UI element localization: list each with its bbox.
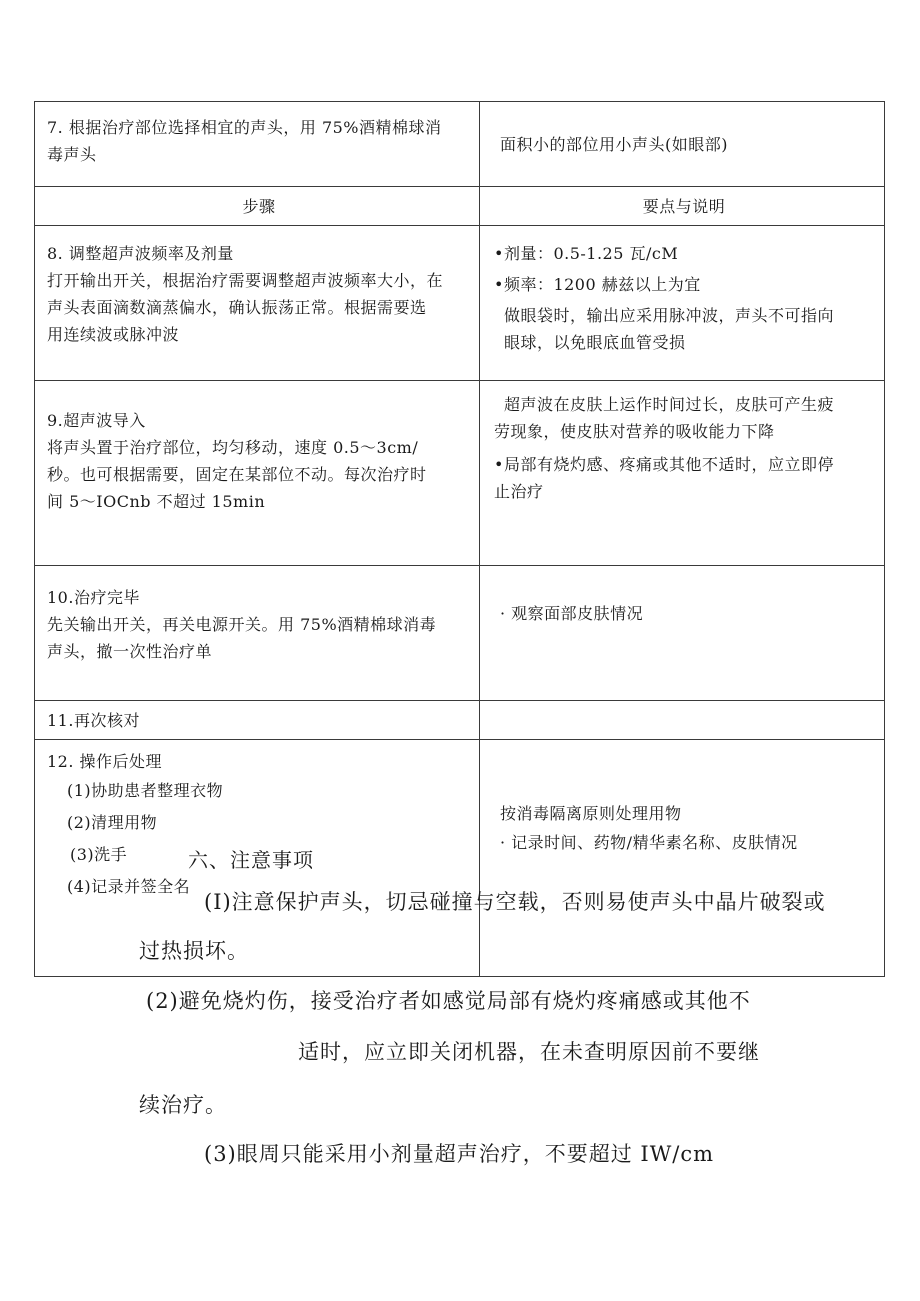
step-title: 9.超声波导入 [47,411,146,430]
note-item-2: (2)避免烧灼伤，接受治疗者如感觉局部有烧灼疼痛感或其他不 [146,989,751,1013]
table-row [35,102,885,187]
table-row [35,701,885,740]
step-text: 先关输出开关，再关电源开关。用 75%酒精棉球消毒 [47,615,437,634]
step-cell [35,701,480,740]
note-item-3: (3)眼周只能采用小剂量超声治疗，不要超过 IW/cm [204,1142,715,1166]
step-cell [35,226,480,381]
note-text: · 观察面部皮肤情况 [500,604,644,623]
step-text: 毒声头 [47,145,97,164]
note-item-1: (I)注意保护声头，切忌碰撞与空载，否则易使声头中晶片破裂或 [204,890,826,914]
section-heading: 六、注意事项 [188,848,314,872]
sub-step: (1)协助患者整理衣物 [67,781,224,800]
step-cell [35,381,480,566]
step-text: 声头，撤一次性治疗单 [47,642,213,661]
note-text: 面积小的部位用小声头(如眼部) [500,134,728,154]
note-text: 止治疗 [494,482,544,501]
note-text: 超声波在皮肤上运作时间过长，皮肤可产生疲 [504,395,835,414]
step-text: 秒。也可根据需要，固定在某部位不动。每次治疗时 [47,465,427,484]
step-text: 间 5～IOCnb 不超过 15min [47,492,266,511]
note-cell [480,566,885,701]
step-title: 10.治疗完毕 [47,588,140,607]
note-cell [480,102,885,187]
step-text: 打开输出开关，根据治疗需要调整超声波频率大小，在 [47,271,444,290]
sub-step: (4)记录并签全名 [67,877,191,896]
step-cell [35,102,480,187]
table-row [35,566,885,701]
table-header-row [35,187,885,226]
note-text: 眼球，以免眼底血管受损 [504,333,686,352]
note-item-2-cont: 适时，应立即关闭机器，在未查明原因前不要继 [298,1040,760,1064]
table-row [35,381,885,566]
note-item-2-cont: 续治疗。 [139,1093,227,1117]
step-title: 8. 调整超声波频率及剂量 [47,244,234,263]
sub-step: (2)清理用物 [67,813,158,832]
note-cell [480,226,885,381]
procedure-table [34,101,885,977]
step-text: 7. 根据治疗部位选择相宜的声头，用 75%酒精棉球消 [47,118,442,137]
header-notes: 要点与说明 [480,187,885,226]
sub-step: (3)洗手 [70,845,128,864]
note-text: 按消毒隔离原则处理用物 [500,804,682,823]
note-text: · 记录时间、药物/精华素名称、皮肤情况 [500,833,798,852]
note-text: 做眼袋时，输出应采用脉冲波，声头不可指向 [504,306,835,325]
step-text: 11.再次核对 [47,710,140,730]
note-text: •剂量：0.5-1.25 瓦/cM [494,244,679,263]
note-text: •频率：1200 赫兹以上为宜 [494,275,701,294]
note-text: •局部有烧灼感、疼痛或其他不适时，应立即停 [494,455,834,474]
note-item-1-cont: 过热损坏。 [139,939,249,963]
note-cell [480,740,885,977]
note-text: 劳现象，使皮肤对营养的吸收能力下降 [494,422,775,441]
note-cell [480,701,885,740]
note-cell [480,381,885,566]
step-text: 用连续波或脉冲波 [47,325,180,344]
step-text: 声头表面滴数滴蒸偏水，确认振荡正常。根据需要选 [47,298,427,317]
header-step: 步骤 [35,187,480,226]
step-text: 将声头置于治疗部位，均匀移动，速度 0.5～3cm∕ [47,438,419,457]
step-title: 12. 操作后处理 [47,752,163,771]
table-row [35,226,885,381]
step-cell [35,566,480,701]
